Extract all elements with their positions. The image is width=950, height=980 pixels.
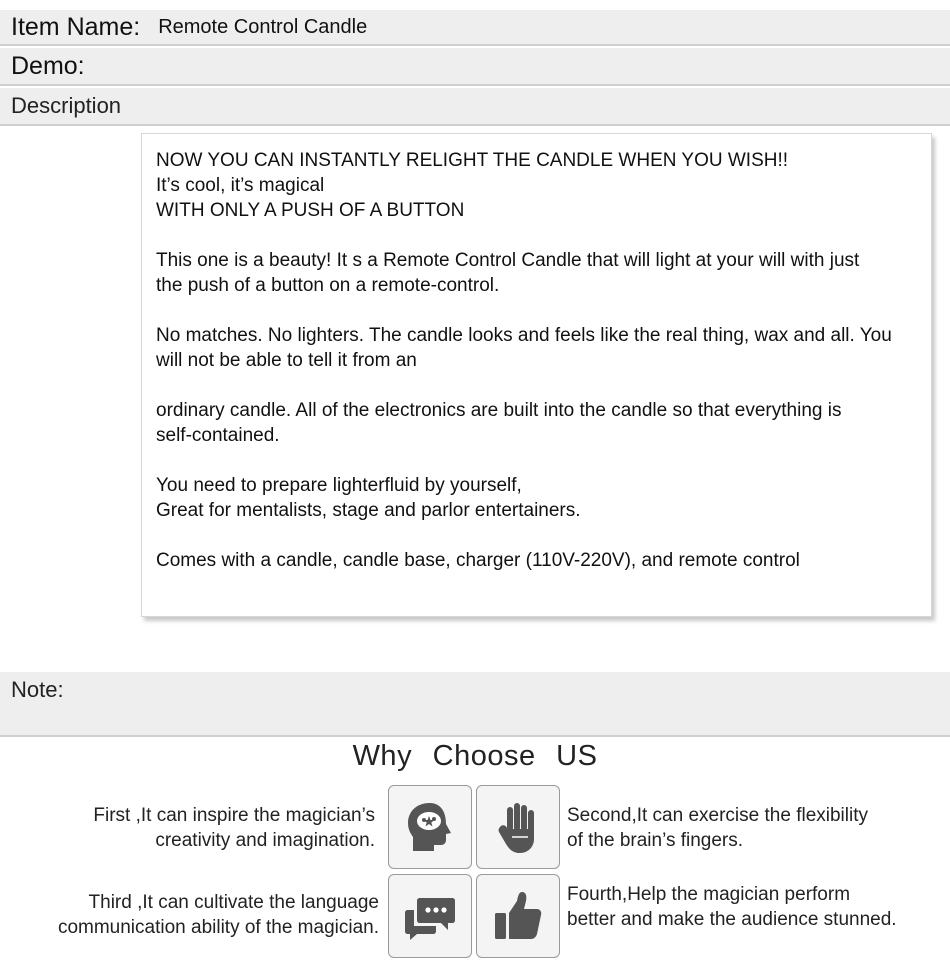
description-paragraph — [156, 473, 931, 523]
item-name-label: Item Name: — [11, 12, 141, 41]
description-paragraph — [156, 398, 931, 448]
feature-text-first — [93, 803, 375, 853]
feature-line: Fourth,Help the magician perform — [567, 884, 851, 905]
note-label: Note: — [11, 677, 64, 702]
description-line: ordinary candle. All of the electronics are built into the candle so that everything is — [156, 400, 842, 421]
description-line: It’s cool, it’s magical — [156, 175, 325, 196]
description-box — [141, 133, 932, 617]
feature-tile-first — [388, 785, 472, 869]
hand-icon — [488, 797, 548, 857]
thumbs-up-icon — [488, 886, 548, 946]
item-name-value: Remote Control Candle — [158, 15, 368, 38]
description-line: No matches. No lighters. The candle looks and feels like the real thing, wax and all. You — [156, 325, 892, 346]
item-name-row — [0, 10, 950, 46]
feature-text-third — [58, 890, 379, 940]
demo-label: Demo: — [11, 51, 85, 80]
feature-tile-second — [476, 785, 560, 869]
feature-line: Third ,It can cultivate the language — [88, 892, 379, 913]
feature-tile-fourth — [476, 874, 560, 958]
description-line: Great for mentalists, stage and parlor entertainers. — [156, 500, 581, 521]
feature-tile-third — [388, 874, 472, 958]
description-row — [0, 88, 950, 126]
demo-row — [0, 48, 950, 86]
feature-line: First ,It can inspire the magician’s — [93, 805, 375, 826]
chat-bubbles-icon — [400, 886, 460, 946]
feature-line: Second,It can exercise the flexibility — [567, 805, 868, 826]
description-line: NOW YOU CAN INSTANTLY RELIGHT THE CANDLE WHEN YOU WISH!! — [156, 150, 789, 171]
description-line: the push of a button on a remote-control. — [156, 275, 500, 296]
feature-line: creativity and imagination. — [155, 830, 375, 851]
feature-line: of the brain’s fingers. — [567, 830, 744, 851]
description-paragraph — [156, 248, 931, 298]
why-choose-title: Why Choose US — [352, 740, 598, 772]
head-brain-icon — [400, 797, 460, 857]
feature-line: communication ability of the magician. — [57, 917, 379, 938]
feature-line: better and make the audience stunned. — [567, 909, 897, 930]
description-line: Comes with a candle, candle base, charger (110V-220V), and remote control — [156, 550, 800, 571]
description-label: Description — [11, 93, 122, 118]
description-line: This one is a beauty! It s a Remote Control Candle that will light at your will with just — [156, 250, 860, 271]
description-paragraph — [156, 548, 931, 573]
note-row — [0, 672, 950, 737]
description-line: will not be able to tell it from an — [156, 350, 417, 371]
feature-text-fourth — [567, 882, 897, 932]
feature-text-second — [567, 803, 868, 853]
description-paragraph — [156, 323, 931, 373]
description-line: WITH ONLY A PUSH OF A BUTTON — [156, 200, 465, 221]
description-line: You need to prepare lighterfluid by yourself, — [156, 475, 522, 496]
description-line: self-contained. — [156, 425, 280, 446]
description-paragraph — [156, 148, 931, 223]
